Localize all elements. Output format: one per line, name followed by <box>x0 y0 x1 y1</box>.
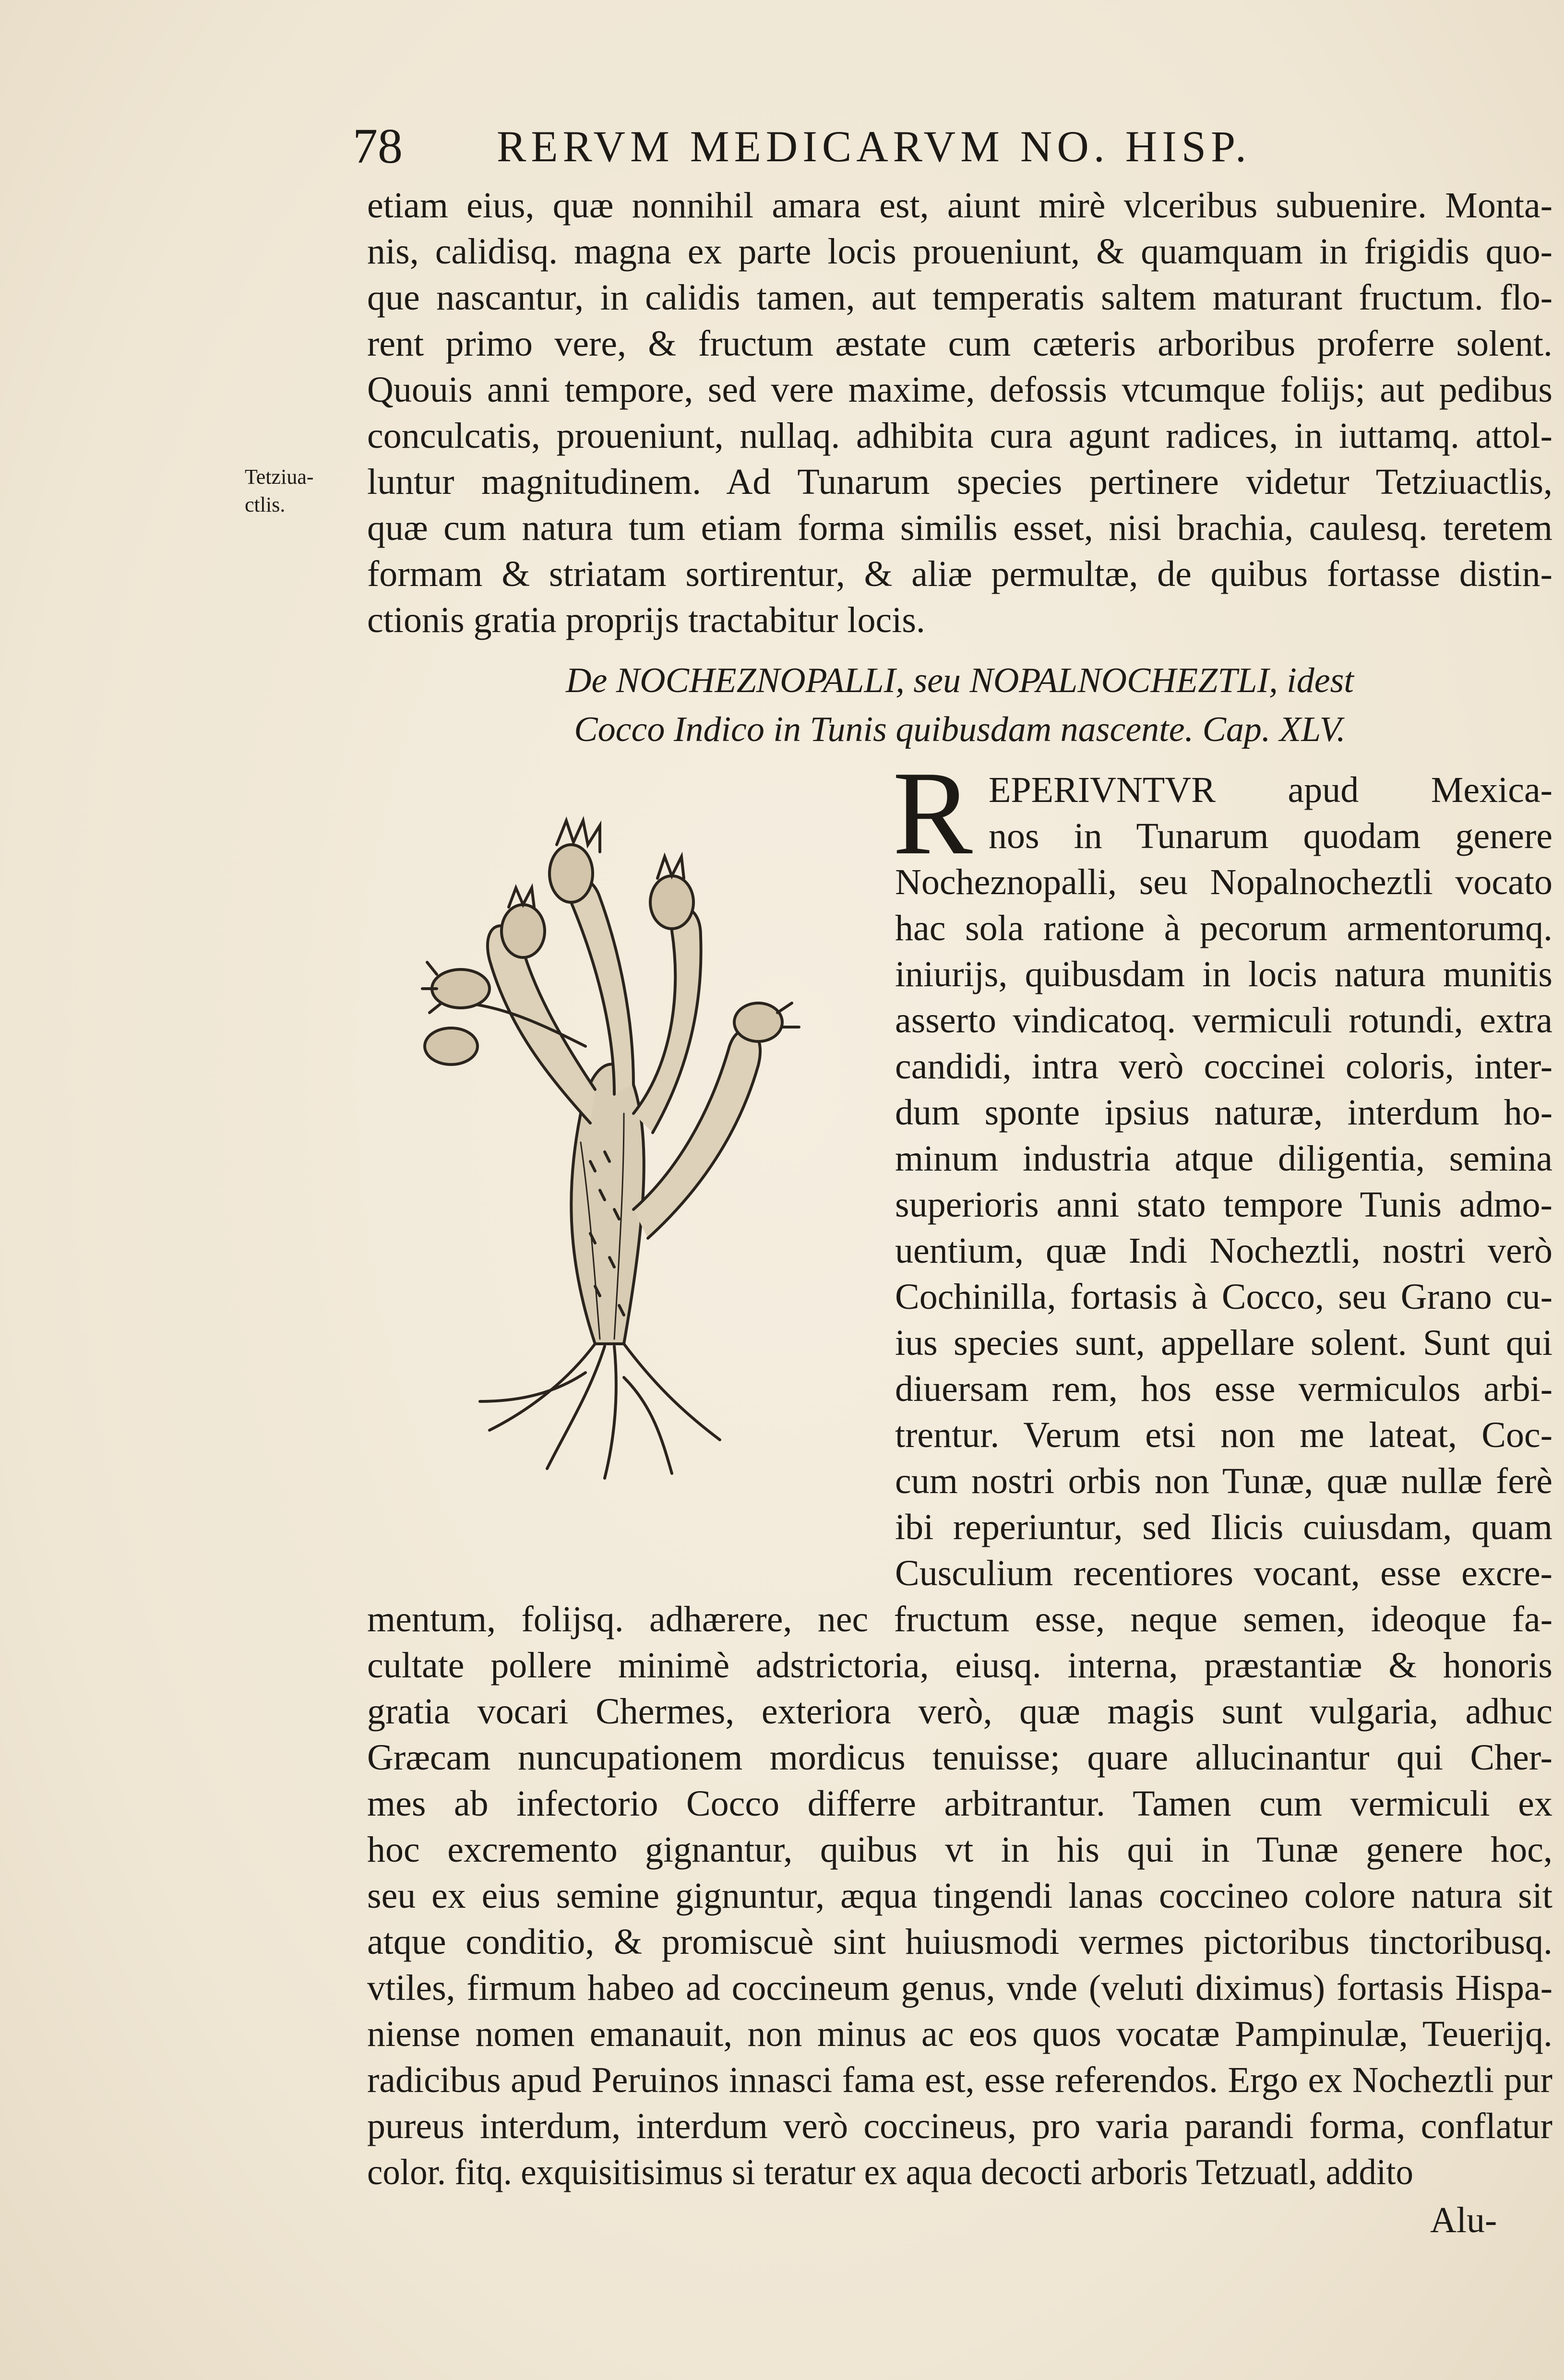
text-line: minum industria atque diligentia, semina <box>895 1138 1552 1179</box>
text-line: ius species sunt, appellare solent. Sunt qui <box>895 1323 1552 1363</box>
page-header <box>353 115 1433 178</box>
text-line: Nocheznopalli, seu Nopalnocheztli vocato <box>895 862 1552 902</box>
text-line: niense nomen emanauit, non minus ac eos quos vocatæ Pampinulæ, Teuerijq. <box>367 2014 1552 2054</box>
cactus-woodcut-illustration <box>365 777 845 1497</box>
chapter-title-line: De NOCHEZNOPALLI, seu NOPALNOCHEZTLI, idest <box>566 661 1354 700</box>
text-line: vtiles, firmum habeo ad coccineum genus, vnde (veluti diximus) fortasis Hispa- <box>367 1968 1552 2008</box>
text-line: color. fitq. exquisitisimus si teratur ex aqua decocti arboris Tetzuatl, addito <box>367 2152 1413 2192</box>
text-line: hoc excremento gignantur, quibus vt in his qui in Tunæ genere hoc, <box>367 1830 1552 1870</box>
text-line: ctionis gratia proprijs tractabitur locis. <box>367 600 925 640</box>
margin-note-line: ctlis. <box>245 493 286 516</box>
text-line: cultate pollere minimè adstrictoria, eiusq. interna, præstantiæ & honoris <box>367 1645 1552 1686</box>
text-line: EPERIVNTVR apud Mexica- <box>989 770 1552 810</box>
text-line: gratia vocari Chermes, exteriora verò, quæ magis sunt vulgaria, adhuc <box>367 1691 1552 1732</box>
text-line: dum sponte ipsius naturæ, interdum ho- <box>895 1092 1552 1133</box>
text-line: hac sola ratione à pecorum armentorumq. <box>895 908 1552 948</box>
catchword: Alu- <box>1430 2200 1497 2240</box>
text-line: iniurijs, quibusdam in locis natura munitis <box>895 954 1552 994</box>
text-line: seu ex eius semine gignuntur, æqua tingendi lanas coccineo colore natura sit <box>367 1876 1552 1916</box>
text-line: candidi, intra verò coccinei coloris, inter- <box>895 1046 1552 1087</box>
text-line: rent primo vere, & fructum æstate cum cæteris arboribus proferre solent. <box>367 323 1552 364</box>
text-line: ibi reperiuntur, sed Ilicis cuiusdam, quam <box>895 1507 1552 1547</box>
text-line: diuersam rem, hos esse vermiculos arbi- <box>895 1369 1552 1409</box>
text-line: mentum, folijsq. adhærere, nec fructum esse, neque semen, ideoque fa- <box>367 1599 1552 1639</box>
text-line: etiam eius, quæ nonnihil amara est, aiunt mirè vlceribus subuenire. Monta- <box>367 185 1552 226</box>
text-line: formam & striatam sortirentur, & aliæ permultæ, de quibus fortasse distin- <box>367 554 1552 594</box>
text-line: trentur. Verum etsi non me lateat, Coc- <box>895 1415 1552 1455</box>
chapter-title-line: Cocco Indico in Tunis quibusdam nascente. Cap. XLV. <box>574 710 1346 749</box>
text-line: cum nostri orbis non Tunæ, quæ nullæ ferè <box>895 1461 1552 1501</box>
text-line: uentium, quæ Indi Nocheztli, nostri verò <box>895 1231 1552 1271</box>
text-line: Cusculium recentiores vocant, esse excre- <box>895 1553 1552 1593</box>
text-line: Quouis anni tempore, sed vere maxime, defossis vtcumque folijs; aut pedibus <box>367 370 1552 410</box>
running-head: RERVM MEDICARVM NO. HISP. <box>497 122 1252 171</box>
text-line: asserto vindicatoq. vermiculi rotundi, extra <box>895 1000 1552 1041</box>
text-line: pureus interdum, interdum verò coccineus, pro varia parandi forma, conflatur <box>367 2106 1552 2146</box>
text-line: atque conditio, & promiscuè sint huiusmodi vermes pictoribus tinctoribusq. <box>367 1922 1552 1962</box>
page-number: 78 <box>353 119 403 174</box>
text-line: nis, calidisq. magna ex parte locis proueniunt, & quamquam in frigidis quo- <box>367 231 1552 272</box>
text-line: superioris anni stato tempore Tunis admo- <box>895 1184 1552 1225</box>
text-line: nos in Tunarum quodam genere <box>989 816 1552 856</box>
text-line: luntur magnitudinem. Ad Tunarum species pertinere videtur Tetziuactlis, <box>367 462 1552 502</box>
text-line: Græcam nuncupationem mordicus tenuisse; quare allucinantur qui Cher- <box>367 1737 1552 1778</box>
margin-note-line: Tetziua- <box>245 465 314 489</box>
drop-capital: R <box>893 747 973 880</box>
text-line: Cochinilla, fortasis à Cocco, seu Grano cu- <box>895 1277 1552 1317</box>
margin-note <box>245 463 355 519</box>
text-line: mes ab infectorio Cocco differre arbitrantur. Tamen cum vermiculi ex <box>367 1783 1552 1824</box>
text-line: radicibus apud Peruinos innasci fama est, esse referendos. Ergo ex Nocheztli pur <box>367 2060 1552 2100</box>
text-line: conculcatis, proueniunt, nullaq. adhibita cura agunt radices, in iuttamq. attol- <box>367 416 1552 456</box>
text-line: quæ cum natura tum etiam forma similis esset, nisi brachia, caulesq. teretem <box>367 508 1552 548</box>
text-line: que nascantur, in calidis tamen, aut temperatis saltem maturant fructum. flo- <box>367 277 1552 318</box>
